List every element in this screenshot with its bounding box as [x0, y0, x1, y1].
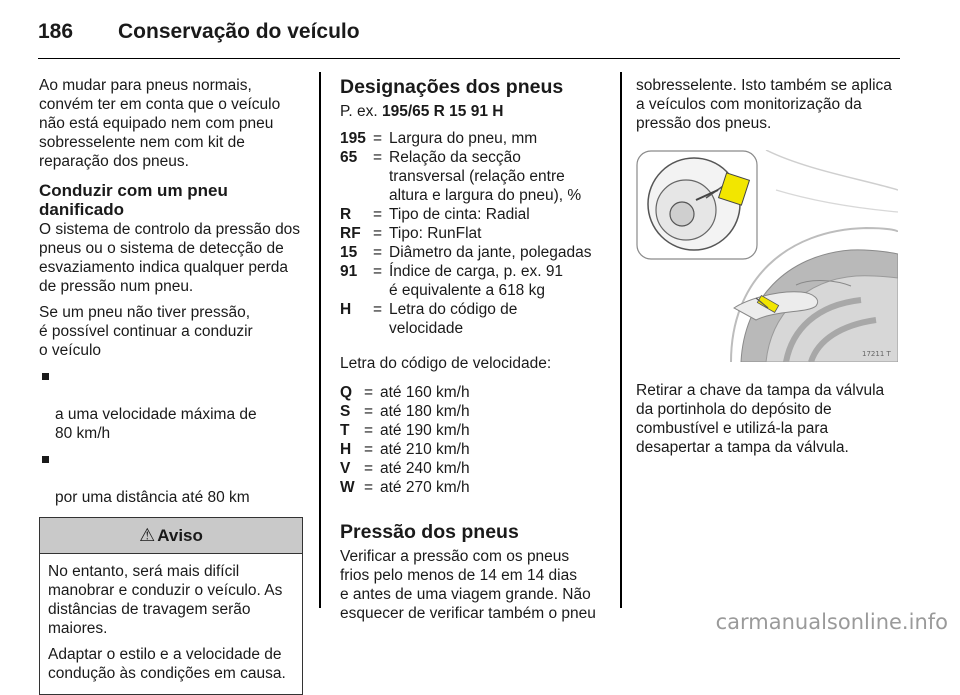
designation-row [340, 224, 608, 243]
designation-row [340, 148, 608, 205]
speed-code-list [340, 383, 608, 497]
designation-text: Tipo: RunFlat [389, 225, 482, 242]
designation-term: 65 [340, 149, 358, 166]
warning-header [40, 518, 302, 554]
continued-paragraph: sobresselente. Isto também se aplica a veículos com monitorização da pressão dos pneus. [636, 77, 892, 132]
designation-term: RF [340, 225, 361, 242]
figure-caption: Retirar a chave da tampa da válvula da portinhola do depósito de combustível e utilizá-la para desapertar a tampa da válvula. [636, 382, 885, 456]
speed-code-equals: = [364, 403, 374, 420]
warning-title: Aviso [157, 526, 203, 545]
bullet-square-icon [42, 373, 49, 380]
designation-text: Tipo de cinta: Radial [389, 206, 530, 223]
tyre-pressure-section [340, 521, 608, 623]
speed-code-text: até 180 km/h [380, 403, 470, 420]
warning-body [40, 554, 302, 694]
speed-code-term: T [340, 422, 350, 439]
column-right [636, 76, 904, 464]
designation-equals: = [373, 263, 383, 280]
designation-equals: = [373, 225, 383, 242]
example-prefix: P. ex. [340, 103, 378, 120]
designation-example [340, 102, 608, 121]
designation-row [340, 300, 608, 338]
page-title: Conservação do veículo [118, 20, 360, 43]
designation-row [340, 243, 608, 262]
designation-text: Relação da secção transversal (relação entre altura e largura do pneu), % [389, 149, 582, 204]
designation-text: Índice de carga, p. ex. 91 é equivalente a 618 kg [389, 263, 564, 299]
column-middle [340, 76, 608, 630]
damaged-tyre-heading: Conduzir com um pneu danificado [39, 181, 228, 219]
speed-code-text: até 210 km/h [380, 441, 470, 458]
tyre-pressure-paragraph: Verificar a pressão com os pneus frios pelo menos de 14 em 14 dias e antes de uma viagem grande. Não esquecer de verificar também o pneu [340, 548, 596, 622]
page-number: 186 [38, 20, 74, 43]
speed-code-equals: = [364, 422, 374, 439]
designation-equals: = [373, 206, 383, 223]
bullet-item [39, 367, 307, 443]
speed-code-text: até 270 km/h [380, 479, 470, 496]
column-divider-1 [319, 72, 321, 608]
fuel-flap-valve-key-illustration [636, 150, 898, 362]
designation-term: H [340, 301, 352, 318]
bullet-item [39, 450, 307, 507]
watermark: carmanualsonline.info [715, 610, 948, 634]
speed-code-intro: Letra do código de velocidade: [340, 355, 552, 372]
designation-equals: = [373, 244, 383, 261]
example-code: 195/65 R 15 91 H [381, 103, 504, 120]
speed-code-text: até 160 km/h [380, 384, 470, 401]
column-left [39, 76, 307, 695]
speed-code-row [340, 440, 608, 459]
tyre-pressure-heading: Pressão dos pneus [340, 521, 519, 543]
figure-id: 17211 T [862, 350, 891, 358]
speed-code-term: S [340, 403, 351, 420]
designation-term: 91 [340, 263, 358, 280]
designation-definitions [340, 129, 608, 338]
speed-code-equals: = [364, 479, 374, 496]
tyre-designations-heading: Designações dos pneus [340, 76, 564, 98]
warning-paragraph-2: Adaptar o estilo e a velocidade de condução às condições em causa. [48, 646, 286, 682]
speed-code-row [340, 459, 608, 478]
designation-row [340, 205, 608, 224]
speed-code-text: até 240 km/h [380, 460, 470, 477]
page-header [38, 14, 900, 59]
intro-paragraph: Ao mudar para pneus normais, convém ter em conta que o veículo não está equipado nem com pneu sobresselente nem com kit de reparação dos pneus. [39, 77, 281, 170]
bullet-text: a uma velocidade máxima de 80 km/h [55, 406, 257, 442]
designation-term: 15 [340, 244, 358, 261]
designation-text: Diâmetro da jante, polegadas [389, 244, 592, 261]
bullet-text: por uma distância até 80 km [55, 489, 250, 506]
speed-code-equals: = [364, 384, 374, 401]
speed-code-text: até 190 km/h [380, 422, 470, 439]
speed-code-equals: = [364, 460, 374, 477]
column-divider-2 [620, 72, 622, 608]
designation-term: 195 [340, 130, 366, 147]
designation-text: Largura do pneu, mm [389, 130, 538, 147]
designation-term: R [340, 206, 352, 223]
designation-row [340, 129, 608, 148]
speed-code-row [340, 402, 608, 421]
speed-code-row [340, 421, 608, 440]
warning-box [39, 517, 303, 695]
designation-equals: = [373, 130, 383, 147]
designation-equals: = [373, 301, 383, 318]
warning-paragraph-1: No entanto, será mais difícil manobrar e conduzir o veículo. As distâncias de travagem serão maiores. [48, 563, 283, 637]
bullet-square-icon [42, 456, 49, 463]
designation-equals: = [373, 149, 383, 166]
designation-text: Letra do código de velocidade [389, 301, 518, 337]
speed-code-term: Q [340, 384, 353, 401]
designation-row [340, 262, 608, 300]
speed-code-row [340, 383, 608, 402]
speed-code-term: V [340, 460, 351, 477]
speed-code-term: H [340, 441, 352, 458]
damaged-tyre-paragraph-1: O sistema de controlo da pressão dos pneus ou o sistema de detecção de esvaziamento indica qualquer perda de pressão num pneu. [39, 221, 301, 295]
speed-code-equals: = [364, 441, 374, 458]
speed-code-row [340, 478, 608, 497]
damaged-tyre-paragraph-2: Se um pneu não tiver pressão, é possível continuar a conduzir o veículo [39, 304, 253, 359]
speed-code-term: W [340, 479, 355, 496]
warning-triangle-icon: ⚠ [139, 525, 156, 545]
